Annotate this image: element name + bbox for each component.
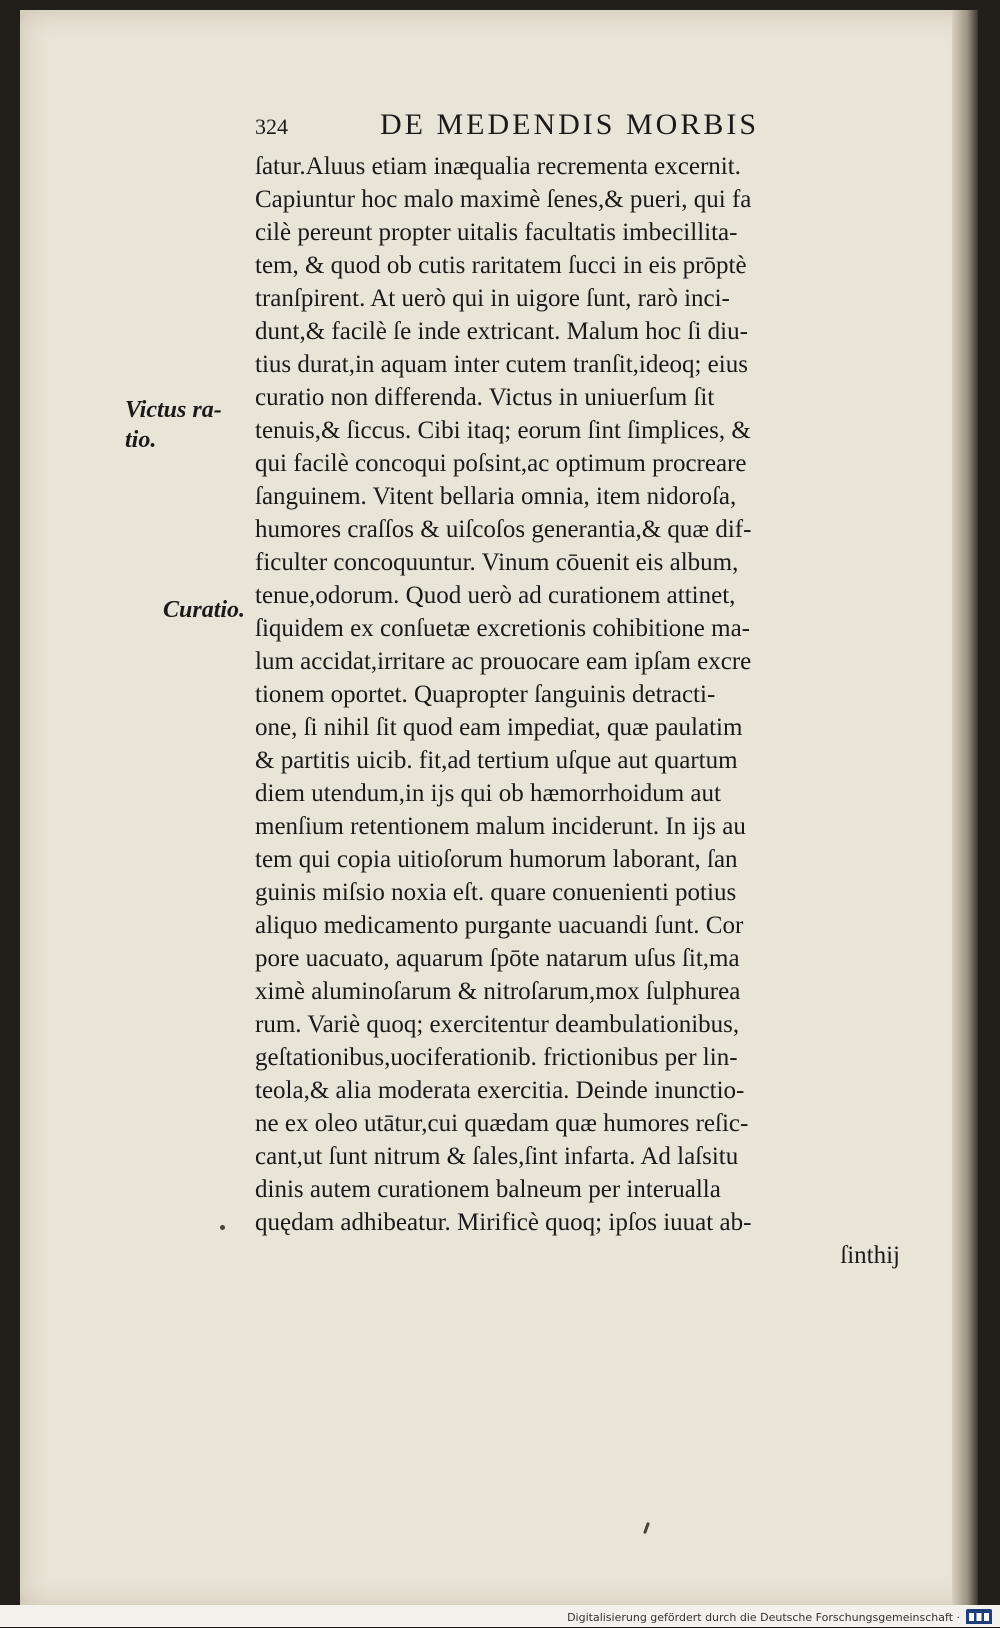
text-line: tranſpirent. At uerò qui in uigore ſunt, rarò inci- xyxy=(255,285,730,312)
page-number: 324 xyxy=(255,114,288,139)
text-line: geſtationibus,uociferationib. frictionibus per lin- xyxy=(255,1044,738,1071)
text-line: tem qui copia uitioſorum humorum laborant, ſan xyxy=(255,846,738,873)
paper-spot xyxy=(643,1522,650,1534)
text-line: tionem oportet. Quapropter ſanguinis detracti- xyxy=(255,681,716,708)
text-line: curatio non differenda. Victus in uniuerſum ſit xyxy=(255,384,715,411)
text-line: dinis autem curationem balneum per interualla xyxy=(255,1176,721,1203)
text-line: tem, & quod ob cutis raritatem ſucci in eis prōptè xyxy=(255,252,747,279)
text-line: ximè aluminoſarum & nitroſarum,mox ſulphurea xyxy=(255,978,741,1005)
text-line: quędam adhibeatur. Mirificè quoq; ipſos iuuat ab- xyxy=(255,1209,752,1236)
catchword: ſinthij xyxy=(840,1242,900,1269)
text-line: dunt,& facilè ſe inde extricant. Malum hoc ſi diu- xyxy=(255,318,748,345)
text-line: ne ex oleo utātur,cui quædam quæ humores reſic- xyxy=(255,1110,749,1137)
text-line: menſium retentionem malum inciderunt. In ijs au xyxy=(255,813,746,840)
text-line: Capiuntur hoc malo maximè ſenes,& pueri, qui fa xyxy=(255,186,752,213)
text-line: one, ſi nihil ſit quod eam impediat, quæ paulatim xyxy=(255,714,743,741)
text-line: rum. Variè quoq; exercitentur deambulationibus, xyxy=(255,1011,740,1038)
paper-spot xyxy=(220,1225,225,1230)
text-line: & partitis uicib. fit,ad tertium uſque aut quartum xyxy=(255,747,738,774)
text-line: tenuis,& ſiccus. Cibi itaq; eorum ſint ſimplices, & xyxy=(255,417,751,444)
marginal-note-line: Victus ra- xyxy=(125,397,222,423)
text-line: diem utendum,in ijs qui ob hæmorrhoidum aut xyxy=(255,780,721,807)
digitization-footer xyxy=(0,1605,1000,1627)
text-line: qui facilè concoqui poſsint,ac optimum procreare xyxy=(255,450,747,477)
page-gutter xyxy=(952,10,978,1607)
marginal-note-victus xyxy=(125,395,222,455)
page-header xyxy=(255,108,845,148)
text-line: guinis miſsio noxia eſt. quare conuenienti potius xyxy=(255,879,737,906)
text-line: teola,& alia moderata exercitia. Deinde inunctio- xyxy=(255,1077,745,1104)
running-head: DE MEDENDIS MORBIS xyxy=(380,108,760,141)
text-line: tius durat,in aquam inter cutem tranſit,ideoq; eius xyxy=(255,351,748,378)
text-line: tenue,odorum. Quod uerò ad curationem attinet, xyxy=(255,582,736,609)
text-line: humores craſſos & uiſcoſos generantia,& quæ dif- xyxy=(255,516,752,543)
marginal-note-curatio: Curatio. xyxy=(163,597,246,623)
funding-credit: Digitalisierung gefördert durch die Deutsche Forschungsgemeinschaft · xyxy=(567,1611,960,1624)
text-line: cilè pereunt propter uitalis facultatis imbecillita- xyxy=(255,219,738,246)
text-line: ſanguinem. Vitent bellaria omnia, item nidoroſa, xyxy=(255,483,737,510)
text-line: ſatur.Aluus etiam inæqualia recrementa excernit. xyxy=(255,153,741,180)
body-text xyxy=(255,150,910,1272)
marginal-note-line: tio. xyxy=(125,427,157,453)
text-line: pore uacuato, aquarum ſpōte natarum uſus ſit,ma xyxy=(255,945,740,972)
text-line: ſiquidem ex conſuetæ excretionis cohibitione ma- xyxy=(255,615,751,642)
text-line: aliquo medicamento purgante uacuandi ſunt. Cor xyxy=(255,912,744,939)
dfg-logo-graphic xyxy=(966,1610,992,1624)
text-line: ficulter concoquuntur. Vinum cōuenit eis album, xyxy=(255,549,739,576)
dfg-logo xyxy=(966,1609,992,1623)
text-line: lum accidat,irritare ac prouocare eam ipſam excre xyxy=(255,648,752,675)
text-line: cant,ut ſunt nitrum & ſales,ſint infarta. Ad laſsitu xyxy=(255,1143,739,1170)
